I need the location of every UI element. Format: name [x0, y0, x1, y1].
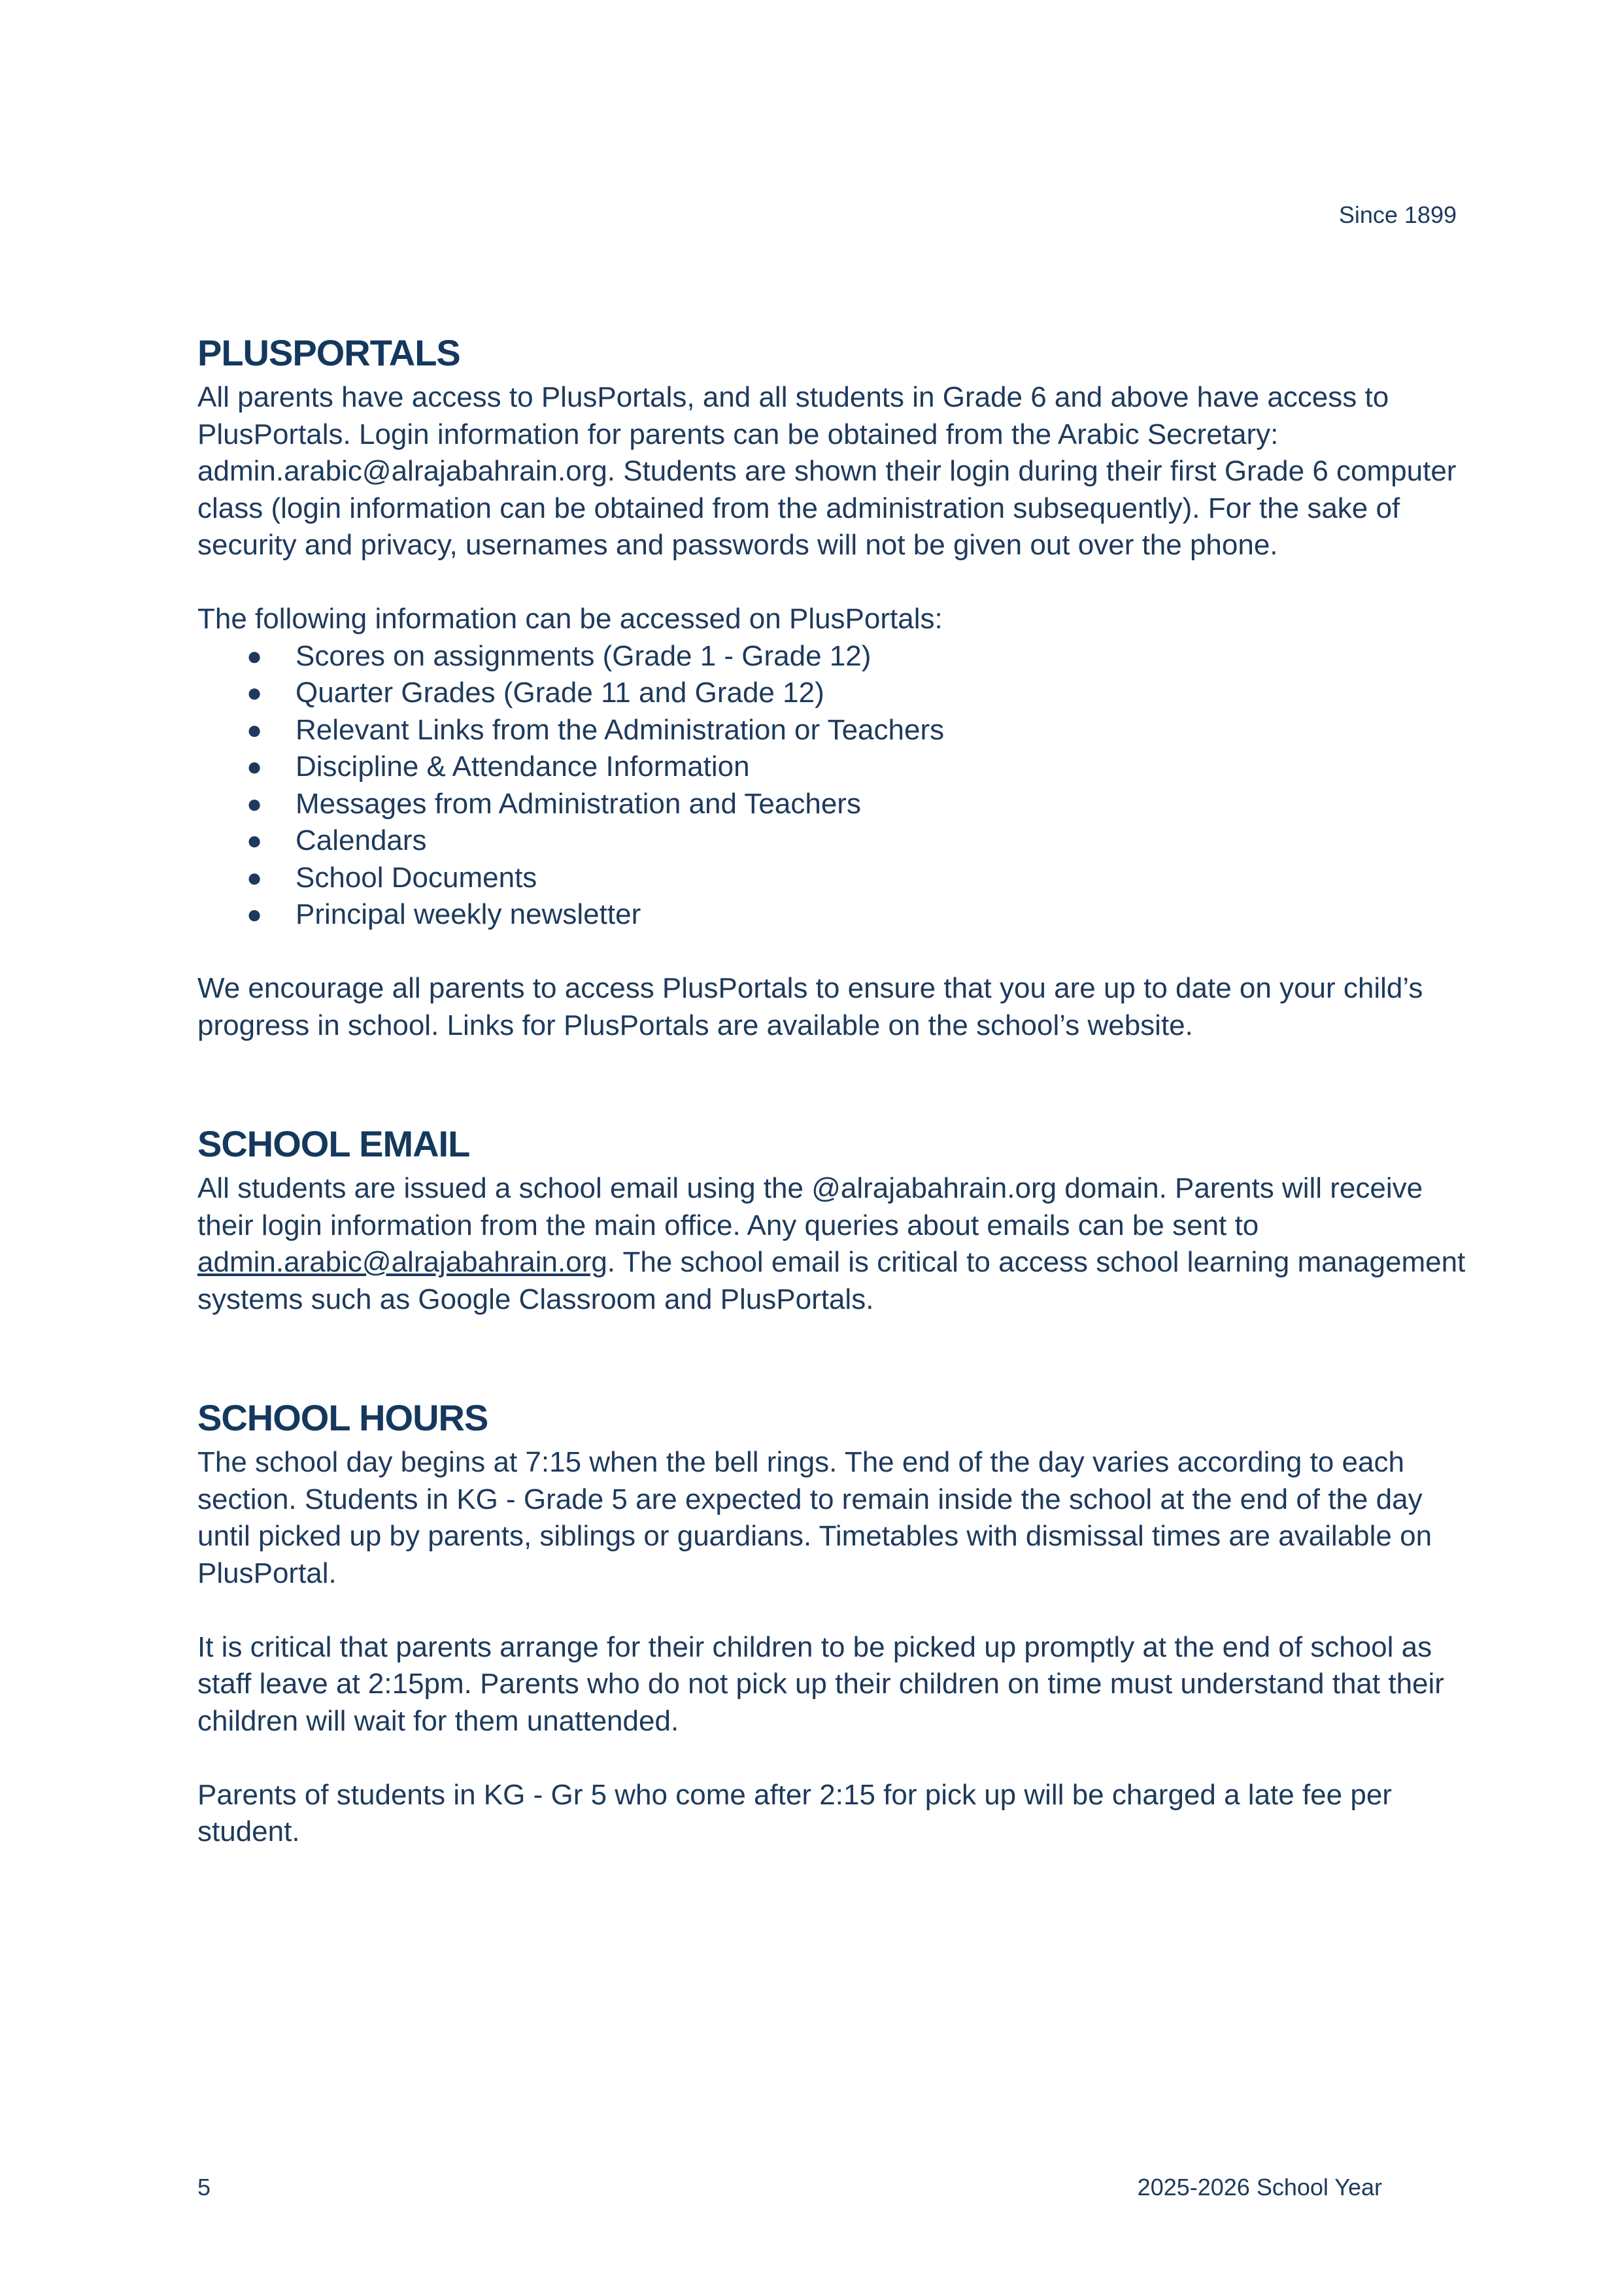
plusportals-list	[197, 638, 1479, 934]
list-item: ● Quarter Grades (Grade 11 and Grade 12)	[296, 675, 1479, 712]
list-item: ● Discipline & Attendance Information	[296, 749, 1479, 786]
bullet-icon: ●	[246, 863, 263, 892]
school-hours-heading: SCHOOL HOURS	[197, 1397, 488, 1438]
plusportals-list-intro: The following information can be accessed on PlusPortals:	[197, 603, 943, 635]
bullet-icon: ●	[246, 789, 263, 818]
plusportals-closing: We encourage all parents to access PlusPortals to ensure that you are up to date on your child’s progress in school. Links for PlusPortals are available on the school’s website.	[197, 972, 1423, 1041]
email-link[interactable]: admin.arabic@alrajabahrain.org	[197, 1246, 607, 1278]
school-email-heading: SCHOOL EMAIL	[197, 1123, 470, 1164]
since-label: Since 1899	[1338, 201, 1457, 228]
school-hours-para3: Parents of students in KG - Gr 5 who come after 2:15 for pick up will be charged a late fee per student.	[197, 1778, 1392, 1847]
list-item: ● Messages from Administration and Teachers	[296, 786, 1479, 823]
school-year: 2025-2026 School Year	[1137, 2174, 1382, 2201]
bullet-icon: ●	[246, 679, 263, 707]
school-email-section	[197, 1118, 1479, 1318]
school-hours-para2: It is critical that parents arrange for their children to be picked up promptly at the end of school as staff leave at 2:15pm. Parents who do not pick up their children on time must understand that their children will wait for them unattended.	[197, 1630, 1444, 1737]
list-item: ● Scores on assignments (Grade 1 - Grade 12)	[296, 638, 1479, 675]
list-item: ● Principal weekly newsletter	[296, 896, 1479, 934]
bullet-icon: ●	[246, 752, 263, 781]
plusportals-section	[197, 327, 1479, 1044]
bullet-icon: ●	[246, 826, 263, 855]
list-item: ● Calendars	[296, 822, 1479, 860]
list-item: ● School Documents	[296, 860, 1479, 897]
school-hours-para1: The school day begins at 7:15 when the bell rings. The end of the day varies according to each section. Students in KG - Grade 5 are expected to remain inside the school at the end of the day until picked up by parents, siblings or guardians. Timetables with dismissal times are available on PlusPortal.	[197, 1446, 1432, 1589]
list-item: ● Relevant Links from the Administration or Teachers	[296, 712, 1479, 749]
bullet-icon: ●	[246, 900, 263, 929]
school-email-text: All students are issued a school email using the @alrajabahrain.org domain. Parents will receive their login information from the main office. Any queries about emails can be sent to admin.arabic@alrajabahrain.org. The school email is critical to access school learning management systems such as Google Classroom and PlusPortals.	[197, 1172, 1466, 1315]
plusportals-intro: All parents have access to PlusPortals, and all students in Grade 6 and above have access to PlusPortals. Login information for parents can be obtained from the Arabic Secretary: admin.arabic@alrajabahrain.org. Students are shown their login during their first Grade 6 computer class (login information can be obtained from the administration subsequently). For the sake of security and privacy, usernames and passwords will not be given out over the phone.	[197, 381, 1457, 561]
page-number: 5	[197, 2174, 211, 2201]
school-hours-section	[197, 1392, 1479, 1851]
page-content	[197, 327, 1479, 1851]
bullet-icon: ●	[246, 641, 263, 671]
bullet-icon: ●	[246, 715, 263, 745]
plusportals-heading: PLUSPORTALS	[197, 332, 460, 373]
